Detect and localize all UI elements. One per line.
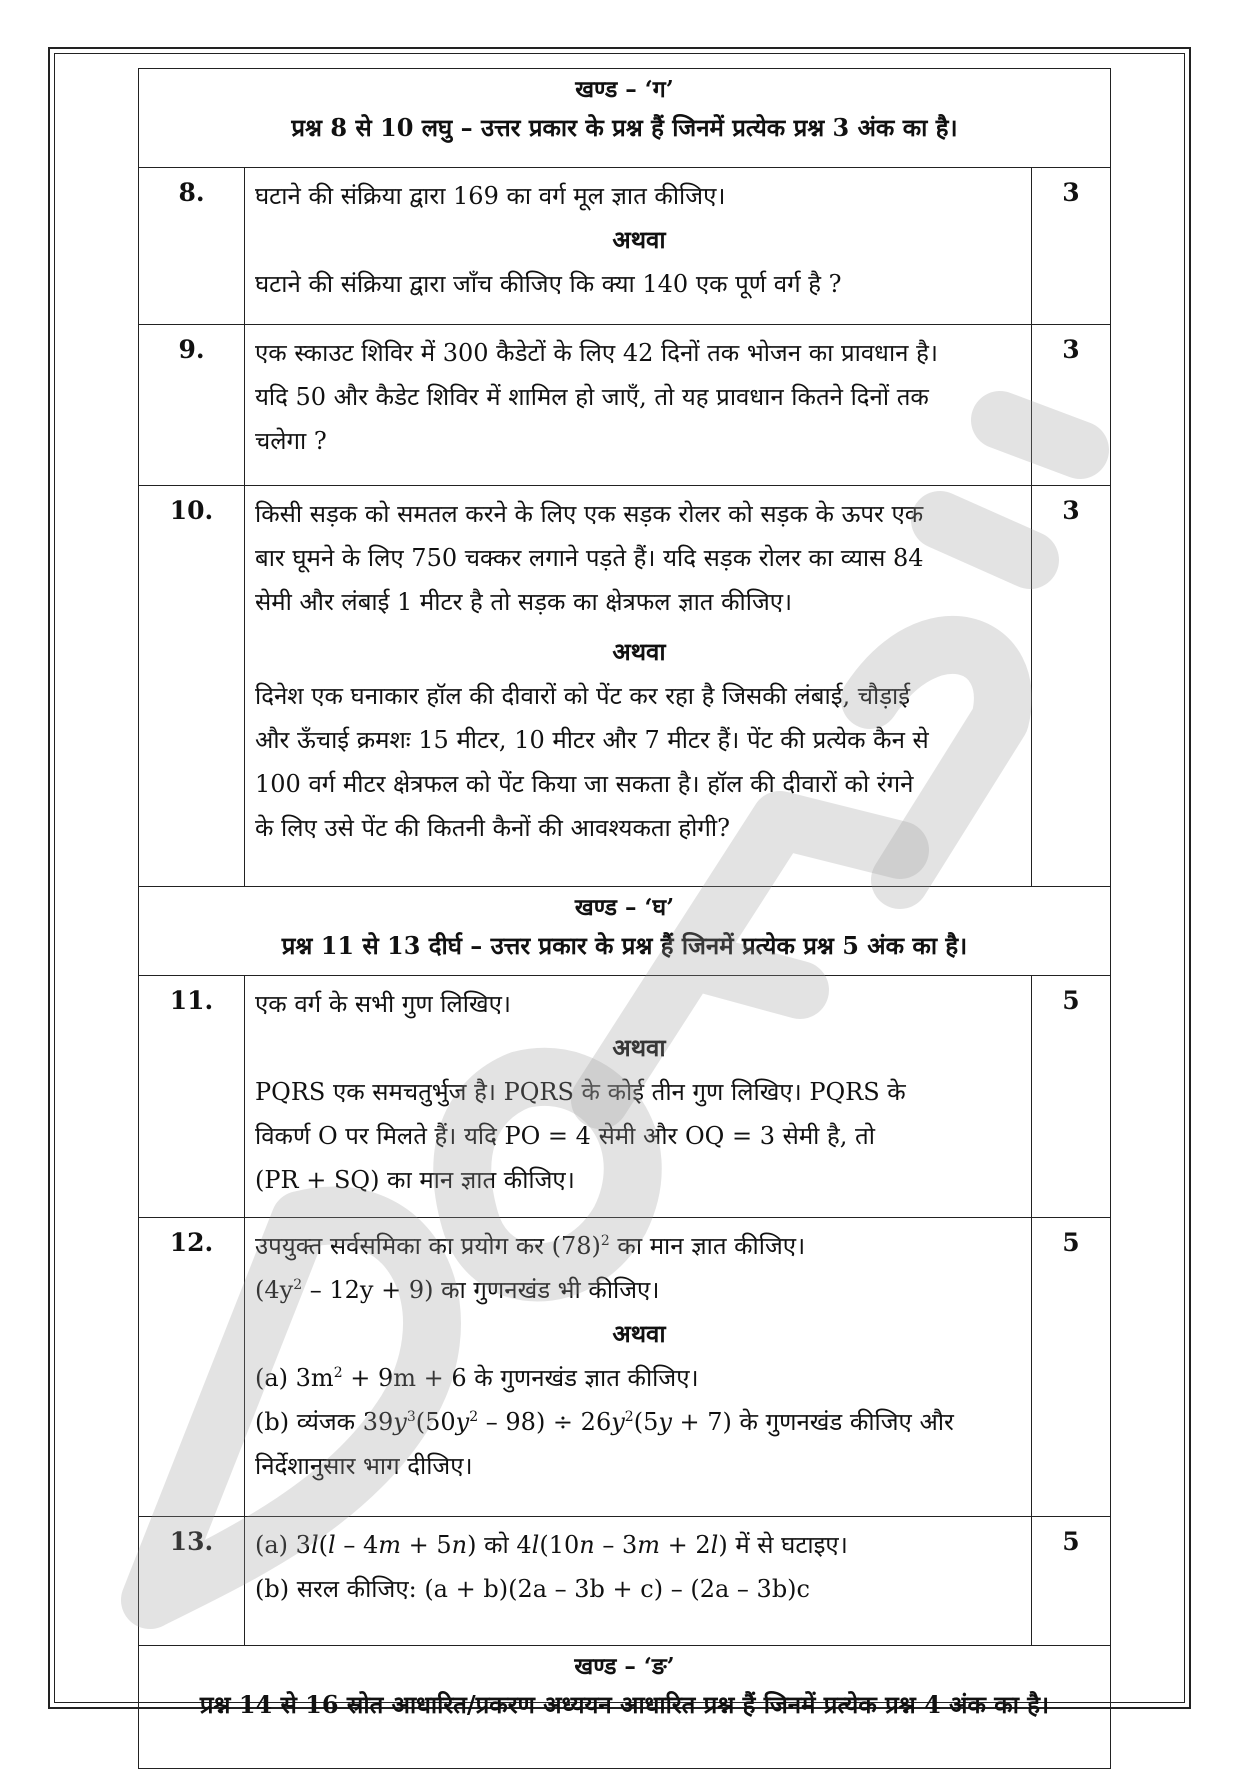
question-number: 13. — [139, 1517, 245, 1646]
section-gha-instruction: प्रश्न 11 से 13 दीर्घ – उत्तर प्रकार के प्रश्न हैं जिनमें प्रत्येक प्रश्न 5 अंक का है। — [281, 931, 968, 960]
or-label: अथवा — [612, 225, 666, 254]
question-row-12 — [139, 1218, 1111, 1517]
question-marks: 5 — [1032, 1218, 1111, 1517]
question-row-8 — [139, 168, 1111, 325]
question-marks: 3 — [1032, 486, 1111, 887]
or-label: अथवा — [612, 1319, 666, 1348]
or-label: अथवा — [612, 1033, 666, 1062]
question-marks: 5 — [1032, 976, 1111, 1218]
question-row-13 — [139, 1517, 1111, 1646]
question-row-9 — [139, 325, 1111, 486]
section-nga-title: खण्ड – ‘ङ’ — [574, 1653, 675, 1680]
question-text: उपयुक्त सर्वसमिका का प्रयोग कर $(78)^2$ का मान ज्ञात कीजिए। $(4y^2 - 12y + 9)$ का गुणनखंड भी कीजिए। अथवा (a) $3m^2 + 9m + 6$ के गुणनखंड ज्ञात कीजिए। (b) व्यंजक $39y^3(50y^2 - 98) \div 26y^2(5y + 7)$ के गुणनखंड कीजिए और निर्देशानुसार भाग दीजिए। — [245, 1218, 1032, 1517]
section-ga-title: खण्ड – ‘ग’ — [575, 76, 674, 103]
question-paper-table — [138, 68, 1111, 1769]
question-row-11 — [139, 976, 1111, 1218]
question-text: एक स्काउट शिविर में 300 कैडेटों के लिए 42 दिनों तक भोजन का प्रावधान है। यदि 50 और कैडेट शिविर में शामिल हो जाएँ, तो यह प्रावधान कितने दिनों तक चलेगा ? — [245, 325, 1032, 486]
question-text: किसी सड़क को समतल करने के लिए एक सड़क रोलर को सड़क के ऊपर एक बार घूमने के लिए 750 चक्कर लगाने पड़ते हैं। यदि सड़क रोलर का व्यास 84 सेमी और लंबाई 1 मीटर है तो सड़क का क्षेत्रफल ज्ञात कीजिए। अथवा दिनेश एक घनाकार हॉल की दीवारों को पेंट कर रहा है जिसकी लंबाई, चौड़ाई और ऊँचाई क्रमशः 15 मीटर, 10 मीटर और 7 मीटर हैं। पेंट की प्रत्येक कैन से 100 वर्ग मीटर क्षेत्रफल को पेंट किया जा सकता है। हॉल की दीवारों को रंगने के लिए उसे पेंट की कितनी कैनों की आवश्यकता होगी? — [245, 486, 1032, 887]
question-text: घटाने की संक्रिया द्वारा 169 का वर्ग मूल ज्ञात कीजिए। अथवा घटाने की संक्रिया द्वारा जाँच कीजिए कि क्या 140 एक पूर्ण वर्ग है ? — [245, 168, 1032, 325]
question-number: 10. — [139, 486, 245, 887]
question-number: 8. — [139, 168, 245, 325]
question-marks: 5 — [1032, 1517, 1111, 1646]
question-marks: 3 — [1032, 168, 1111, 325]
section-ga-header — [139, 69, 1111, 168]
section-ga-instruction: प्रश्न 8 से 10 लघु – उत्तर प्रकार के प्रश्न हैं जिनमें प्रत्येक प्रश्न 3 अंक का है। — [291, 113, 958, 142]
question-number: 11. — [139, 976, 245, 1218]
question-marks: 3 — [1032, 325, 1111, 486]
question-number: 12. — [139, 1218, 245, 1517]
section-nga-instruction: प्रश्न 14 से 16 स्रोत आधारित/प्रकरण अध्ययन आधारित प्रश्न हैं जिनमें प्रत्येक प्रश्न 4 अंक का है। — [199, 1690, 1050, 1719]
section-gha-title: खण्ड – ‘घ’ — [574, 894, 675, 921]
or-label: अथवा — [612, 637, 666, 666]
question-text: (a) 3l(l – 4m + 5n) को 4l(10n – 3m + 2l) में से घटाइए। (b) सरल कीजिए: (a + b)(2a – 3b + c) – (2a – 3b)c — [245, 1517, 1032, 1646]
question-text: एक वर्ग के सभी गुण लिखिए। अथवा PQRS एक समचतुर्भुज है। PQRS के कोई तीन गुण लिखिए। PQRS के विकर्ण O पर मिलते हैं। यदि PO = 4 सेमी और OQ = 3 सेमी है, तो (PR + SQ) का मान ज्ञात कीजिए। — [245, 976, 1032, 1218]
question-row-10 — [139, 486, 1111, 887]
section-nga-header — [139, 1646, 1111, 1769]
question-number: 9. — [139, 325, 245, 486]
section-gha-header — [139, 887, 1111, 976]
